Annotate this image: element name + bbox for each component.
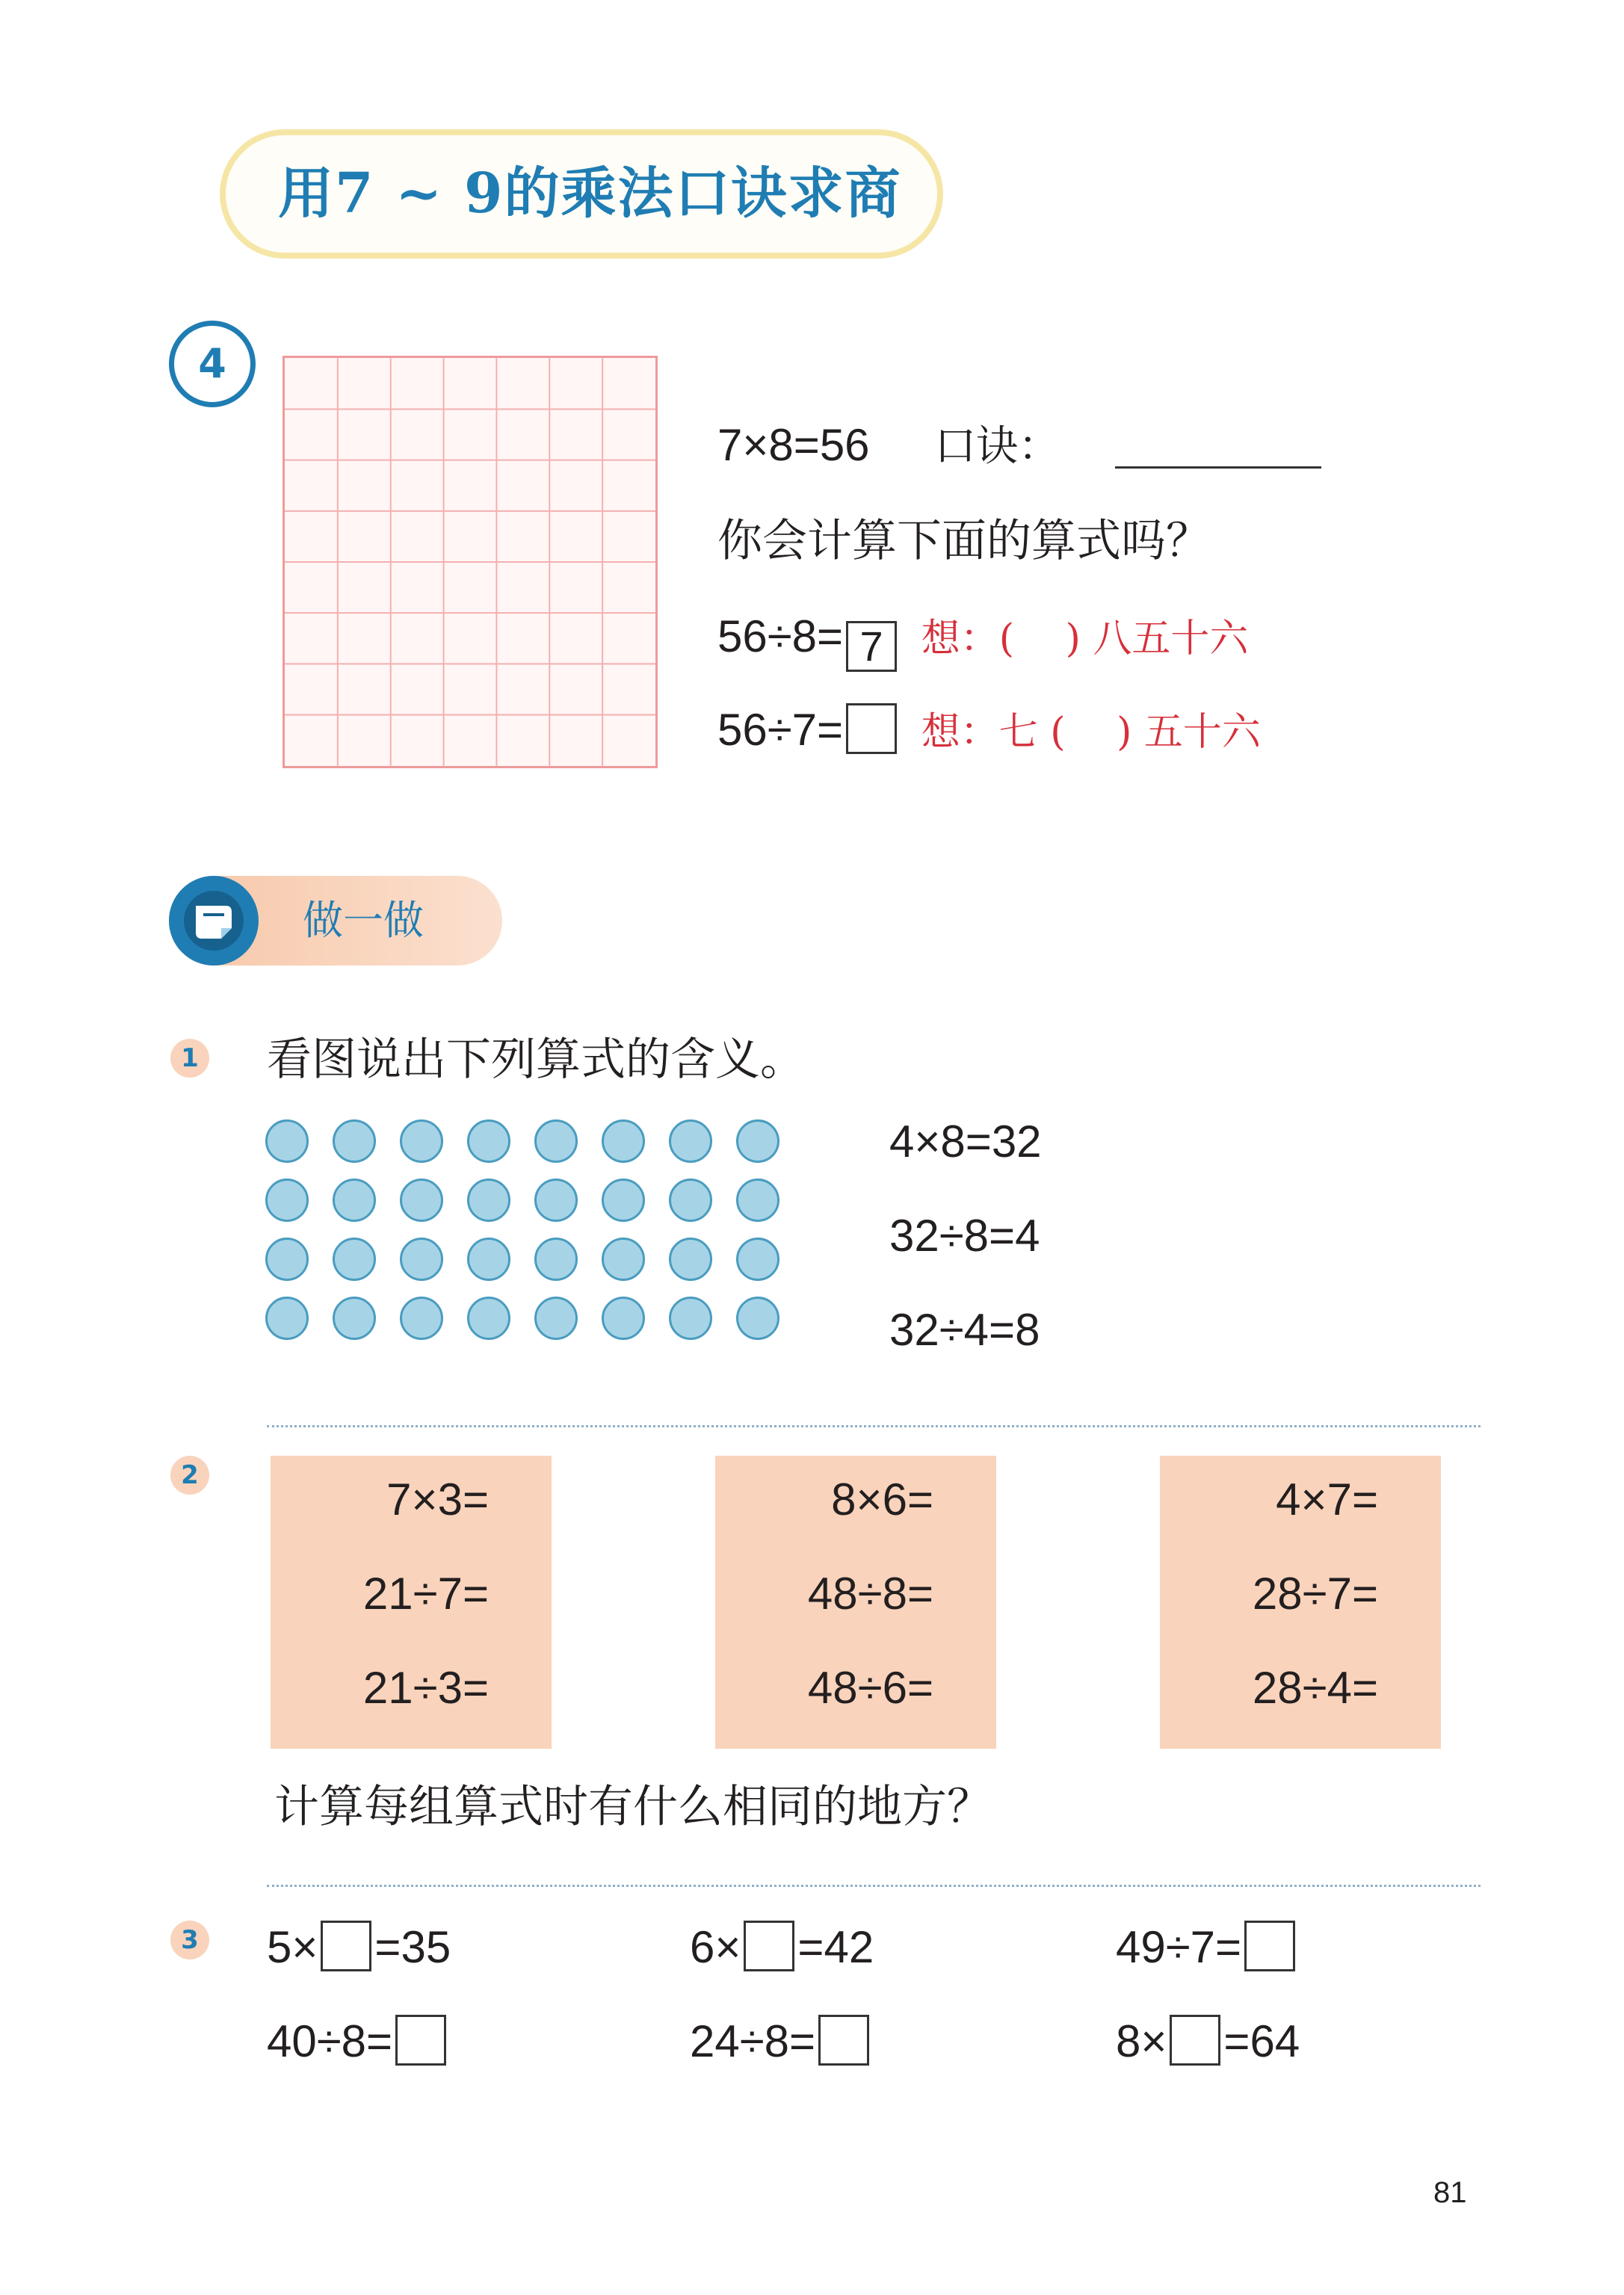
answer-box[interactable] bbox=[1170, 2015, 1220, 2066]
page-title: 用7 ~ 9的乘法口诀求商 bbox=[278, 161, 902, 226]
fill-in-equation bbox=[1116, 2012, 1300, 2072]
dot-array bbox=[265, 1119, 788, 1351]
dot bbox=[400, 1179, 443, 1222]
equation-text: 56÷8= bbox=[717, 611, 844, 661]
title-banner bbox=[220, 129, 943, 259]
answer-box[interactable] bbox=[395, 2015, 446, 2066]
q1-equation: 4×8=32 bbox=[889, 1116, 1042, 1167]
multiplication-equation: 7×8=56 bbox=[717, 420, 870, 470]
dot bbox=[265, 1238, 309, 1281]
answer-box[interactable] bbox=[846, 703, 897, 754]
dot bbox=[602, 1179, 645, 1222]
question-prompt: 看图说出下列算式的含义。 bbox=[267, 1034, 805, 1086]
think-hint: 想：( ) 八五十六 bbox=[921, 617, 1249, 661]
dot bbox=[669, 1179, 712, 1222]
dot bbox=[669, 1297, 712, 1340]
card-equation: 7×3= bbox=[386, 1474, 489, 1525]
dot bbox=[333, 1297, 376, 1340]
card-equation: 8×6= bbox=[831, 1474, 933, 1525]
dot bbox=[736, 1119, 779, 1163]
dot bbox=[265, 1119, 309, 1163]
equation-card bbox=[715, 1456, 996, 1749]
answer-box[interactable] bbox=[321, 1921, 371, 1971]
q1-equation: 32÷4=8 bbox=[889, 1305, 1040, 1355]
example-equation-2 bbox=[717, 700, 1261, 760]
card-equation: 21÷3= bbox=[362, 1663, 489, 1713]
example-equation-1 bbox=[717, 607, 1249, 670]
dot bbox=[534, 1238, 578, 1281]
rhyme-label: 口诀： bbox=[934, 422, 1060, 471]
dot bbox=[736, 1297, 779, 1340]
dot bbox=[669, 1238, 712, 1281]
do-one-label: 做一做 bbox=[303, 897, 424, 944]
exercise-icon bbox=[169, 876, 259, 966]
fill-in-equation bbox=[690, 2012, 872, 2072]
equation-text: =42 bbox=[797, 1922, 874, 1972]
dot bbox=[400, 1119, 443, 1163]
question-number-badge: 2 bbox=[170, 1456, 209, 1495]
fill-in-equation bbox=[267, 1918, 451, 1977]
dot bbox=[333, 1119, 376, 1163]
equation-text: 40÷8= bbox=[267, 2016, 393, 2066]
dot bbox=[534, 1179, 578, 1222]
q1-equation: 32÷8=4 bbox=[889, 1211, 1040, 1261]
dot bbox=[736, 1179, 779, 1222]
equation-text: 8× bbox=[1116, 2016, 1167, 2066]
card-equation: 48÷8= bbox=[807, 1569, 933, 1619]
page-number: 81 bbox=[1433, 2176, 1467, 2209]
equation-text: =64 bbox=[1223, 2016, 1300, 2066]
dot bbox=[333, 1238, 376, 1281]
dot bbox=[400, 1297, 443, 1340]
dot bbox=[265, 1179, 309, 1222]
question-number-badge: 1 bbox=[170, 1039, 209, 1078]
dot bbox=[333, 1179, 376, 1222]
card-equation: 48÷6= bbox=[807, 1663, 933, 1713]
example-number-badge: 4 bbox=[169, 321, 256, 407]
fill-in-equation bbox=[1116, 1918, 1298, 1977]
answer-box[interactable] bbox=[818, 2015, 869, 2066]
dot bbox=[265, 1297, 309, 1340]
card-equation: 28÷7= bbox=[1252, 1569, 1378, 1619]
equation-card bbox=[1160, 1456, 1441, 1749]
dot bbox=[534, 1297, 578, 1340]
dot bbox=[602, 1297, 645, 1340]
answer-box[interactable]: 7 bbox=[846, 621, 897, 672]
dot bbox=[467, 1179, 510, 1222]
dot bbox=[736, 1238, 779, 1281]
equation-text: 6× bbox=[690, 1922, 741, 1972]
card-equation: 4×7= bbox=[1276, 1474, 1378, 1525]
answer-box[interactable] bbox=[744, 1921, 794, 1971]
question-number-badge: 3 bbox=[170, 1921, 209, 1959]
dot bbox=[602, 1119, 645, 1163]
equation-text: 24÷8= bbox=[690, 2016, 816, 2066]
card-equation: 28÷4= bbox=[1252, 1663, 1378, 1713]
example-line1 bbox=[717, 417, 1060, 474]
dot bbox=[534, 1119, 578, 1163]
equation-card bbox=[271, 1456, 552, 1749]
dot bbox=[467, 1238, 510, 1281]
example-question: 你会计算下面的算式吗？ bbox=[717, 515, 1211, 567]
question-prompt: 计算每组算式时有什么相同的地方？ bbox=[274, 1781, 992, 1833]
dot bbox=[467, 1297, 510, 1340]
equation-text: 56÷7= bbox=[717, 705, 844, 755]
dot bbox=[400, 1238, 443, 1281]
dot bbox=[602, 1238, 645, 1281]
equation-text: 5× bbox=[267, 1922, 318, 1972]
fill-in-equation bbox=[267, 2012, 449, 2072]
dot-grid-paper bbox=[282, 356, 658, 768]
fill-in-equation bbox=[690, 1918, 874, 1977]
section-divider bbox=[267, 1425, 1481, 1427]
card-equation: 21÷7= bbox=[362, 1569, 489, 1619]
equation-text: 49÷7= bbox=[1116, 1922, 1242, 1972]
answer-box[interactable] bbox=[1244, 1921, 1295, 1971]
think-hint: 想：七 ( ) 五十六 bbox=[921, 710, 1261, 755]
answer-blank-line[interactable] bbox=[1115, 466, 1321, 469]
section-divider bbox=[267, 1885, 1481, 1887]
dot bbox=[669, 1119, 712, 1163]
equation-text: =35 bbox=[374, 1922, 451, 1972]
dot bbox=[467, 1119, 510, 1163]
